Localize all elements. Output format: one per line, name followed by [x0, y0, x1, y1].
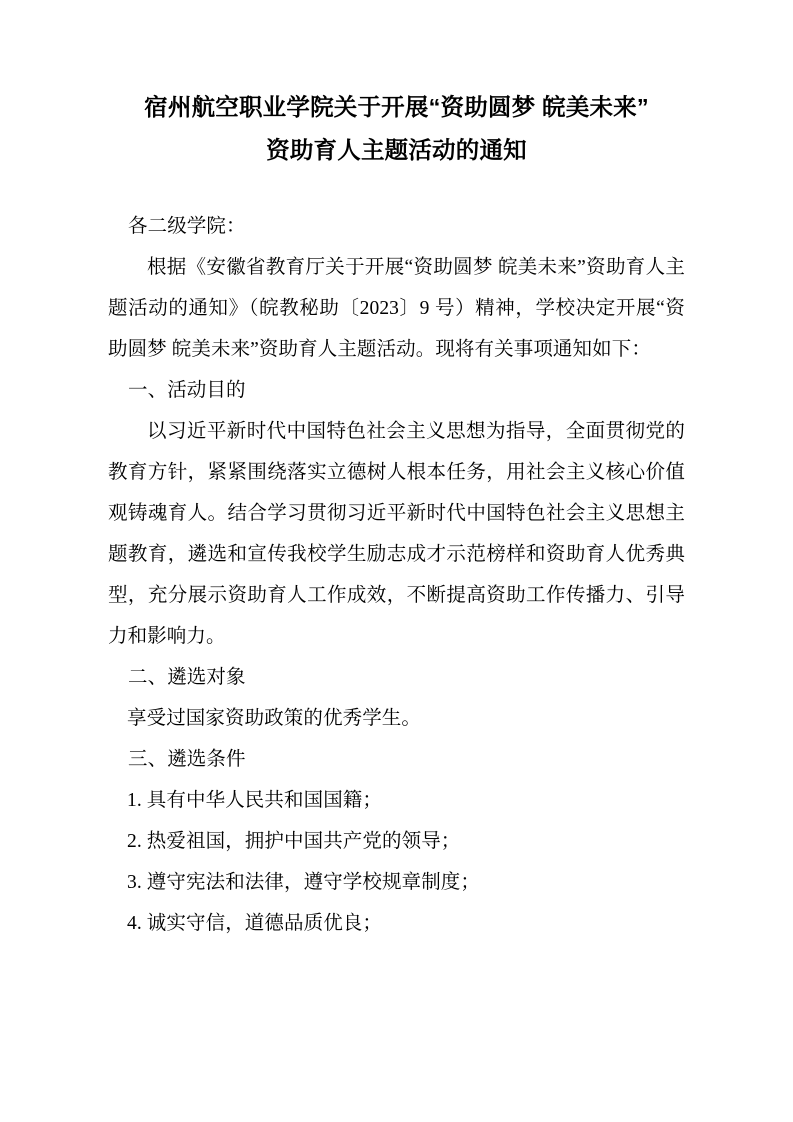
section-1-paragraph-1: 以习近平新时代中国特色社会主义思想为指导，全面贯彻党的教育方针，紧紧围绕落实立德树人根本任务，用社会主义核心价值观铸魂育人。结合学习贯彻习近平新时代中国特色社会主义思想主题教育，遴选和宣传我校学生励志成才示范榜样和资助育人优秀典型，充分展示资助育人工作成效，不断提高资助工作传播力、引导力和影响力。: [108, 421, 685, 647]
page-title: [108, 86, 685, 172]
document-body: [108, 206, 685, 944]
intro-paragraph: 根据《安徽省教育厅关于开展“资助圆梦 皖美未来”资助育人主题活动的通知》（皖教秘助〔2023〕9 号）精神，学校决定开展“资助圆梦 皖美未来”资助育人主题活动。现将有关事项通知如下：: [108, 257, 685, 360]
section-heading-2: 二、遴选对象: [128, 667, 246, 688]
condition-item-2: 2. 热爱祖国，拥护中国共产党的领导；: [127, 831, 461, 852]
section-heading-3: 三、遴选条件: [128, 749, 246, 770]
salutation: 各二级学院：: [128, 216, 246, 237]
title-line-2: 资助育人主题活动的通知: [266, 137, 527, 163]
condition-item-1: 1. 具有中华人民共和国国籍；: [127, 790, 383, 811]
title-line-1: 宿州航空职业学院关于开展“资助圆梦 皖美未来”: [144, 94, 649, 120]
condition-item-4: 4. 诚实守信，道德品质优良；: [127, 913, 383, 934]
condition-item-3: 3. 遵守宪法和法律，遵守学校规章制度；: [127, 872, 481, 893]
section-heading-1: 一、活动目的: [128, 380, 246, 401]
section-2-paragraph-1: 享受过国家资助政策的优秀学生。: [127, 708, 422, 729]
